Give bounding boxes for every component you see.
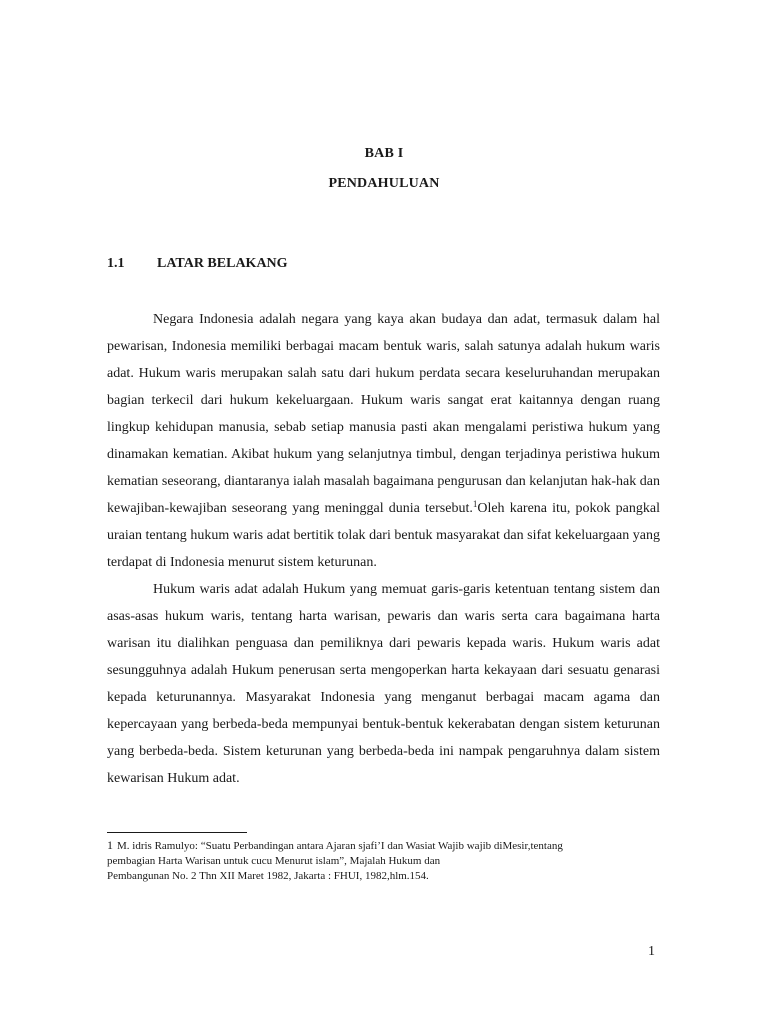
paragraph-2: Hukum waris adat adalah Hukum yang memuat garis-garis ketentuan tentang sistem dan asas-asas hukum waris, tentang harta warisan, pewaris dan waris serta cara bagaimana harta warisan itu dialihkan penguasa dan pemiliknya dari pewaris kepada waris. Hukum waris adat sesungguhnya adalah Hukum penerusan serta mengoperkan harta kekayaan dari sesuatu genarasi kepada keturunannya. Masyarakat Indonesia yang menganut berbagai macam agama dan kepercayaan yang berbeda-beda mempunyai bentuk-bentuk kekerabatan dengan sistem keturunan yang berbeda-beda. Sistem keturunan yang berbeda-beda ini nampak pengaruhnya dalam sistem kewarisan Hukum adat. — [107, 582, 660, 786]
page-number: 1 — [648, 944, 655, 959]
footnote-line-3: Pembangunan No. 2 Thn XII Maret 1982, Jakarta : FHUI, 1982,hlm.154. — [107, 870, 429, 882]
footnote-line-1 — [107, 838, 660, 854]
section-heading — [107, 256, 288, 272]
footnote-separator — [107, 832, 247, 833]
chapter-title: PENDAHULUAN — [328, 176, 440, 191]
body-text — [107, 306, 660, 792]
footnote-mark: 1 — [107, 838, 113, 852]
section-title: LATAR BELAKANG — [157, 256, 288, 271]
chapter-label: BAB I — [364, 146, 404, 161]
section-number: 1.1 — [107, 256, 125, 271]
footnote-reference: 1 — [472, 499, 478, 509]
paragraph-1-text: Negara Indonesia adalah negara yang kaya akan budaya dan adat, termasuk dalam hal pewarisan, Indonesia memiliki berbagai macam bentuk waris, salah satunya adalah hukum waris adat. Hukum waris merupakan salah satu dari hukum perdata secara keseluruhandan merupakan bagian terkecil dari hukum kekeluargaan. Hukum waris sangat erat kaitannya dengan ruang lingkup kehidupan manusia, sebab setiap manusia pasti akan mengalami peristiwa hukum yang dinamakan kematian. Akibat hukum yang selanjutnya timbul, dengan terjadinya peristiwa hukum kematian seseorang, diantaranya ialah masalah bagaimana pengurusan dan kelanjutan hak-hak dan kewajiban-kewajiban seseorang yang meninggal dunia tersebut. — [107, 312, 660, 516]
paragraph-1-continuation: Oleh karena itu, pokok pangkal uraian tentang hukum waris adat bertitik tolak dari bentuk masyarakat dan sifat kekeluargaan yang terdapat di Indonesia menurut sistem keturunan. — [107, 501, 660, 570]
footnote — [107, 838, 660, 884]
paragraph-1 — [107, 306, 660, 576]
footnote-line-1-text: M. idris Ramulyo: “Suatu Perbandingan antara Ajaran sjafi’I dan Wasiat Wajib wajib diMesir,tentang — [117, 840, 563, 852]
footnote-line-2: pembagian Harta Warisan untuk cucu Menurut islam”, Majalah Hukum dan — [107, 855, 441, 867]
